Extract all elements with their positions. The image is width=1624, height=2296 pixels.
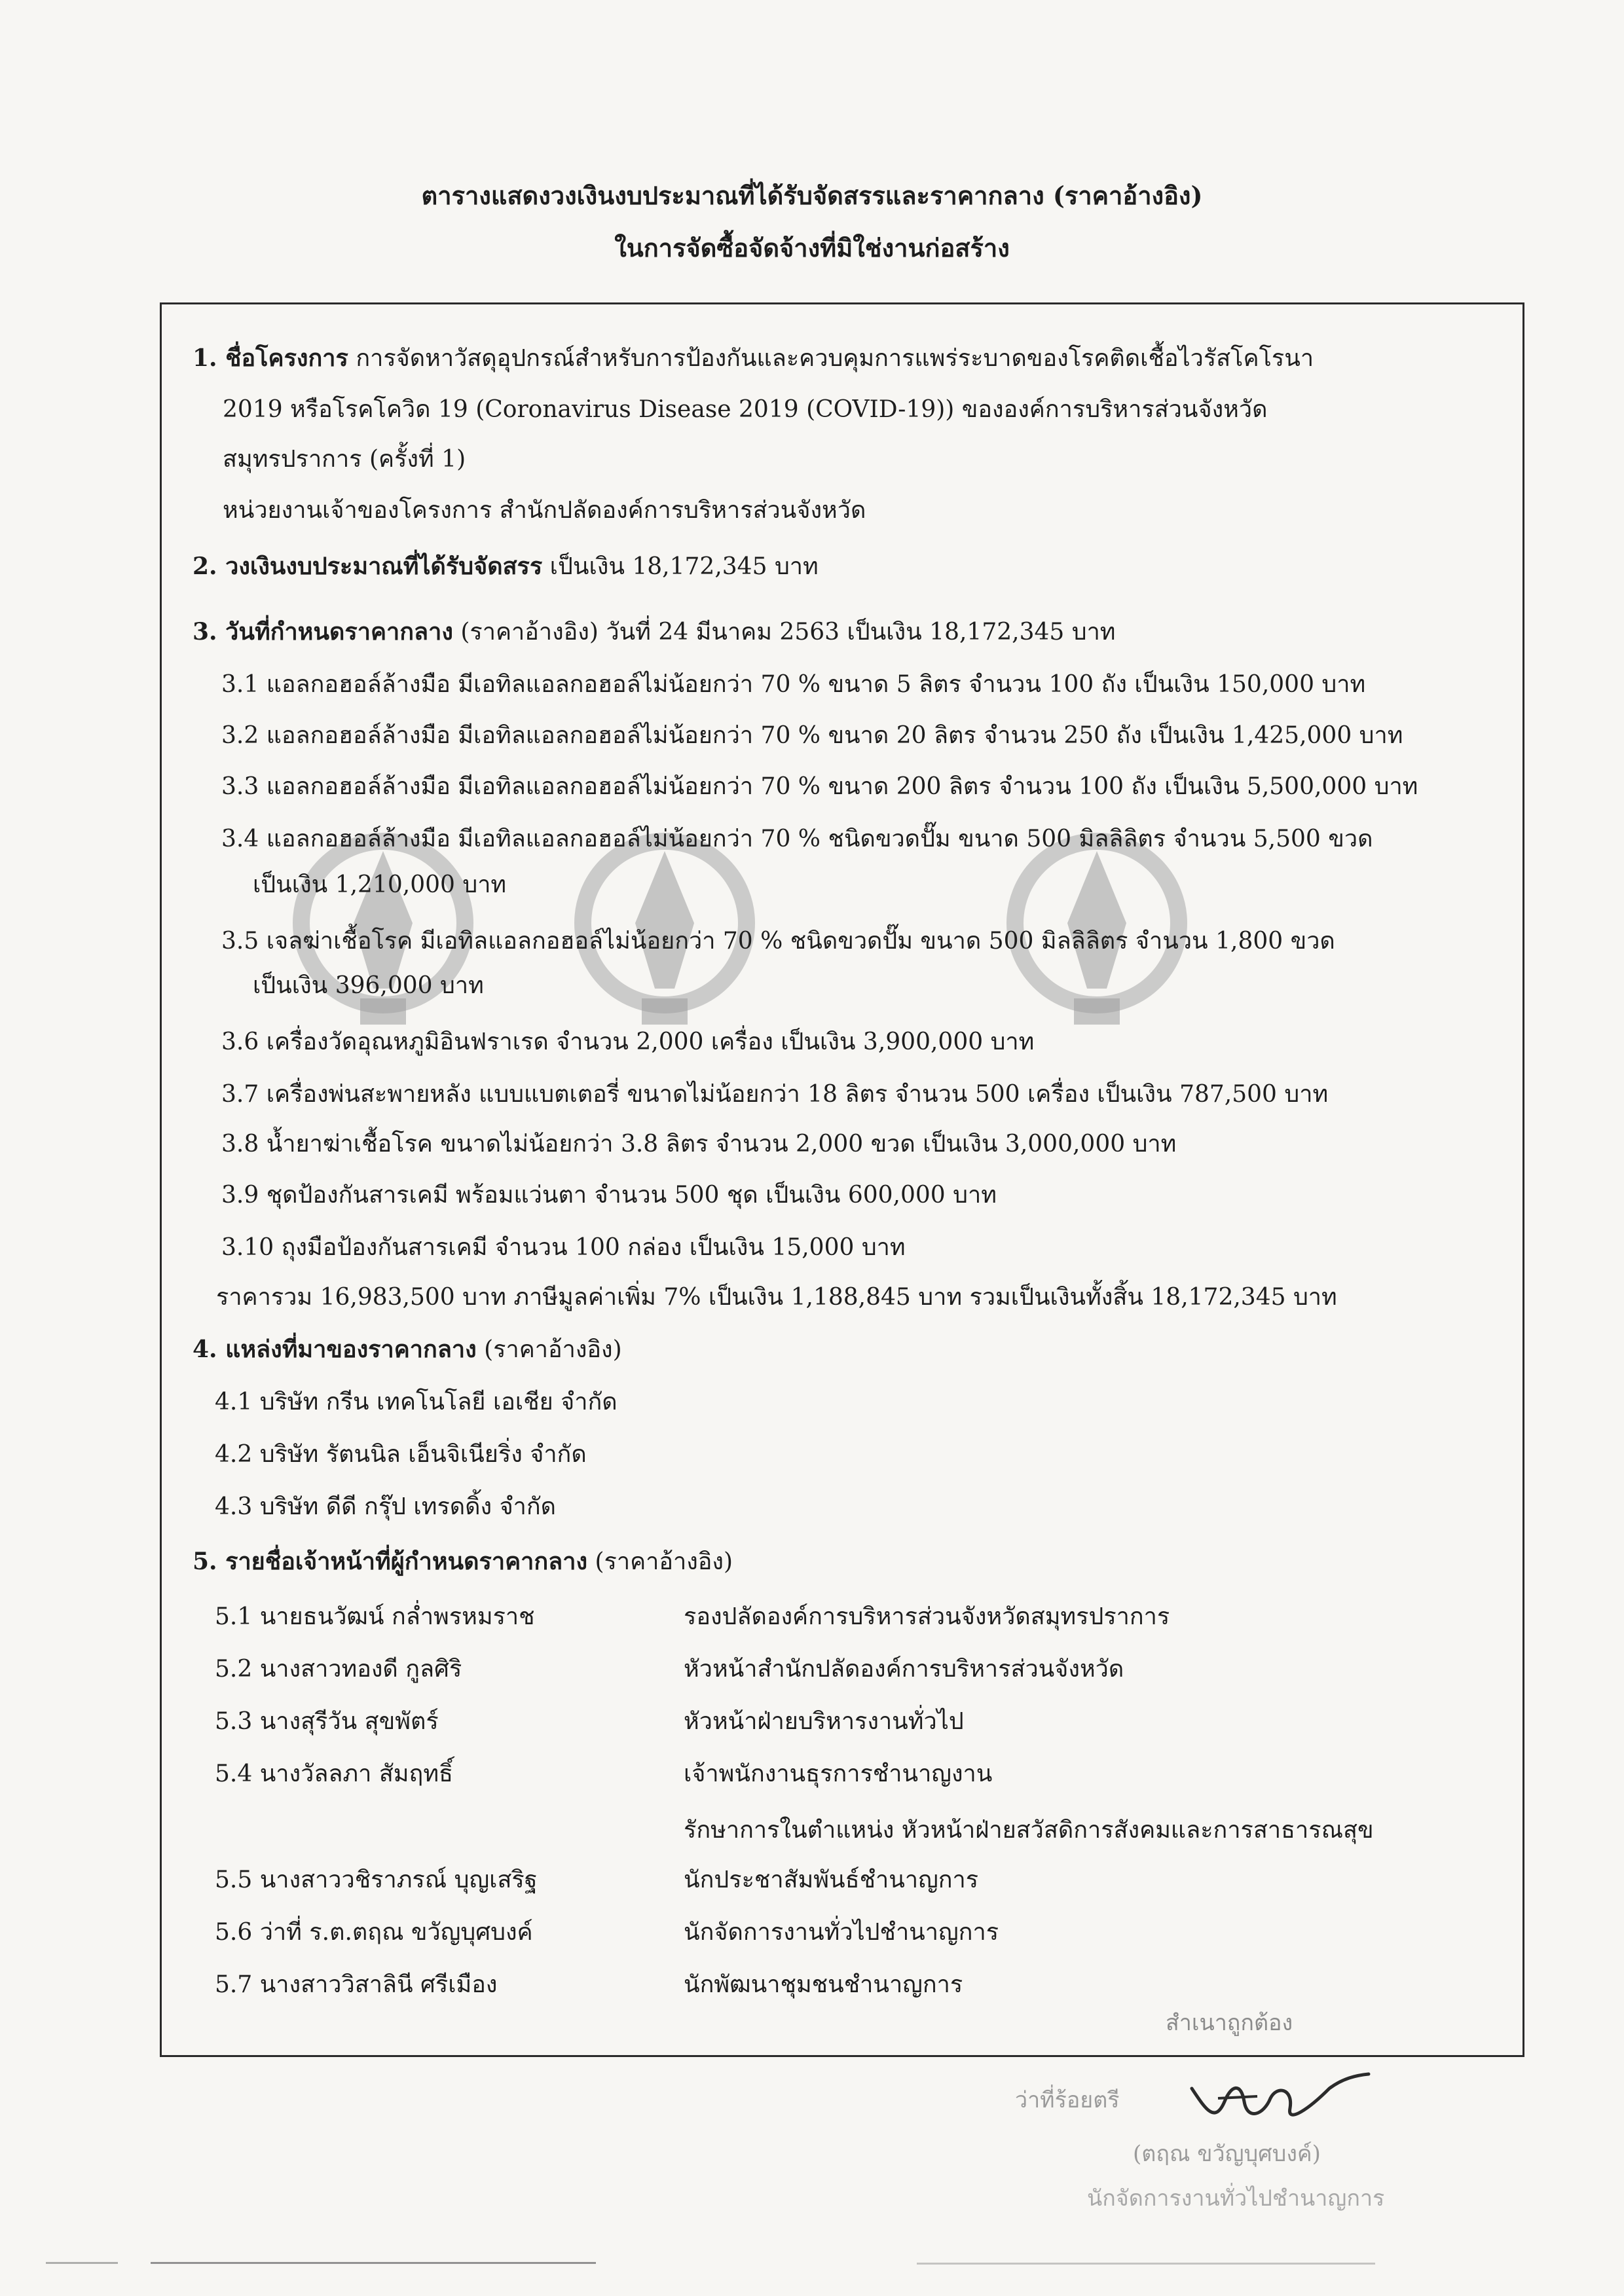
- section-2-line: [193, 547, 819, 585]
- item-3-5-amount: เป็นเงิน 396,000 บาท: [253, 972, 484, 999]
- item-3-4: 3.4 แอลกอฮอล์ล้างมือ มีเอทิลแอลกอฮอล์ไม่น้อยกว่า 70 % ชนิดขวดปั๊ม ขนาด 500 มิลลิลิตร จำนวน 5,500 ขวด: [221, 826, 1373, 852]
- section-1-line-2: 2019 หรือโรคโควิด 19 (Coronavirus Disease 2019 (COVID-19)) ขององค์การบริหารส่วนจังหวัด: [223, 396, 1268, 423]
- item-3-9: 3.9 ชุดป้องกันสารเคมี พร้อมแว่นตา จำนวน 500 ชุด เป็นเงิน 600,000 บาท: [221, 1182, 997, 1209]
- document-title: ตารางแสดงวงเงินงบประมาณที่ได้รับจัดสรรและราคากลาง (ราคาอ้างอิง): [421, 181, 1203, 210]
- price-total: ราคารวม 16,983,500 บาท ภาษีมูลค่าเพิ่ม 7% เป็นเงิน 1,188,845 บาท รวมเป็นเงินทั้งสิ้น 18,172,345 บาท: [216, 1284, 1337, 1311]
- official-name-5-3: 5.3 นางสุรีวัน สุขพัตร์: [215, 1708, 439, 1735]
- item-3-1: 3.1 แอลกอฮอล์ล้างมือ มีเอทิลแอลกอฮอล์ไม่น้อยกว่า 70 % ขนาด 5 ลิตร จำนวน 100 ถัง เป็นเงิน 150,000 บาท: [221, 671, 1366, 698]
- official-name-5-4: 5.4 นางวัลลภา สัมฤทธิ์: [215, 1760, 454, 1787]
- scan-artifact: [46, 2262, 118, 2264]
- item-3-10: 3.10 ถุงมือป้องกันสารเคมี จำนวน 100 กล่อง เป็นเงิน 15,000 บาท: [221, 1234, 906, 1261]
- item-3-4-amount: เป็นเงิน 1,210,000 บาท: [253, 871, 507, 898]
- item-3-5: 3.5 เจลฆ่าเชื้อโรค มีเอทิลแอลกอฮอล์ไม่น้อยกว่า 70 % ชนิดขวดปั๊ม ขนาด 500 มิลลิลิตร จำนวน 1,800 ขวด: [221, 928, 1335, 955]
- signer-rank: ว่าที่ร้อยตรี: [1015, 2087, 1120, 2113]
- official-position-5-6: นักจัดการงานทั่วไปชำนาญการ: [684, 1919, 999, 1946]
- section-1-line-3: สมุทรปราการ (ครั้งที่ 1): [223, 446, 466, 473]
- official-position-5-2: หัวหน้าสำนักปลัดองค์การบริหารส่วนจังหวัด: [684, 1656, 1124, 1683]
- official-name-5-5: 5.5 นางสาววชิราภรณ์ บุญเสริฐ: [215, 1867, 538, 1893]
- section-2-text: เป็นเงิน 18,172,345 บาท: [549, 553, 819, 580]
- section-1-text: การจัดหาวัสดุอุปกรณ์สำหรับการป้องกันและควบคุมการแพร่ระบาดของโรคติดเชื้อไวรัสโคโรนา: [356, 345, 1314, 372]
- official-position-5-5: นักประชาสัมพันธ์ชำนาญการ: [684, 1867, 979, 1893]
- item-3-8: 3.8 น้ำยาฆ่าเชื้อโรค ขนาดไม่น้อยกว่า 3.8 ลิตร จำนวน 2,000 ขวด เป็นเงิน 3,000,000 บาท: [221, 1131, 1177, 1157]
- section-1-label: 1. ชื่อโครงการ: [193, 344, 348, 372]
- official-name-5-6: 5.6 ว่าที่ ร.ต.ตฤณ ขวัญบุศบงค์: [215, 1919, 533, 1946]
- scan-artifact: [151, 2262, 596, 2264]
- source-4-3: 4.3 บริษัท ดีดี กรุ๊ป เทรดดิ้ง จำกัด: [215, 1493, 557, 1520]
- section-5-text: (ราคาอ้างอิง): [595, 1548, 733, 1575]
- item-3-2: 3.2 แอลกอฮอล์ล้างมือ มีเอทิลแอลกอฮอล์ไม่น้อยกว่า 70 % ขนาด 20 ลิตร จำนวน 250 ถัง เป็นเงิน 1,425,000 บาท: [221, 722, 1403, 749]
- section-3-label: 3. วันที่กำหนดราคากลาง: [193, 618, 453, 646]
- section-3-text: (ราคาอ้างอิง) วันที่ 24 มีนาคม 2563 เป็นเงิน 18,172,345 บาท: [460, 619, 1116, 646]
- official-position-5-7: นักพัฒนาชุมชนชำนาญการ: [684, 1971, 963, 1998]
- document-subtitle: ในการจัดซื้อจัดจ้างที่มิใช่งานก่อสร้าง: [614, 233, 1010, 263]
- official-position-5-4-acting: รักษาการในตำแหน่ง หัวหน้าฝ่ายสวัสดิการสังคมและการสาธารณสุข: [684, 1817, 1374, 1844]
- scan-artifact: [917, 2263, 1375, 2265]
- official-position-5-3: หัวหน้าฝ่ายบริหารงานทั่วไป: [684, 1708, 964, 1735]
- section-3-line: [193, 613, 1116, 650]
- section-5-line: [193, 1542, 733, 1580]
- source-4-1: 4.1 บริษัท กรีน เทคโนโลยี เอเชีย จำกัด: [215, 1389, 618, 1415]
- certified-copy-stamp: สำเนาถูกต้อง: [1166, 2010, 1293, 2036]
- official-position-5-1: รองปลัดองค์การบริหารส่วนจังหวัดสมุทรปราการ: [684, 1603, 1170, 1630]
- signer-position: นักจัดการงานทั่วไปชำนาญการ: [1087, 2185, 1385, 2212]
- section-4-text: (ราคาอ้างอิง): [484, 1336, 622, 1363]
- item-3-7: 3.7 เครื่องพ่นสะพายหลัง แบบแบตเตอรี่ ขนาดไม่น้อยกว่า 18 ลิตร จำนวน 500 เครื่อง เป็นเงิน 787,500 บาท: [221, 1081, 1329, 1108]
- signature-icon: [1179, 2062, 1375, 2134]
- section-4-label: 4. แหล่งที่มาของราคากลาง: [193, 1336, 477, 1363]
- item-3-3: 3.3 แอลกอฮอล์ล้างมือ มีเอทิลแอลกอฮอล์ไม่น้อยกว่า 70 % ขนาด 200 ลิตร จำนวน 100 ถัง เป็นเงิน 5,500,000 บาท: [221, 773, 1418, 800]
- signer-name: (ตฤณ ขวัญบุศบงค์): [1133, 2141, 1321, 2167]
- official-name-5-2: 5.2 นางสาวทองดี กูลศิริ: [215, 1656, 462, 1683]
- item-3-6: 3.6 เครื่องวัดอุณหภูมิอินฟราเรด จำนวน 2,000 เครื่อง เป็นเงิน 3,900,000 บาท: [221, 1029, 1035, 1055]
- project-owner: หน่วยงานเจ้าของโครงการ สำนักปลัดองค์การบริหารส่วนจังหวัด: [223, 497, 866, 524]
- official-position-5-4: เจ้าพนักงานธุรการชำนาญงาน: [684, 1760, 993, 1787]
- section-4-line: [193, 1330, 622, 1368]
- official-name-5-7: 5.7 นางสาววิสาลินี ศรีเมือง: [215, 1971, 498, 1998]
- section-5-label: 5. รายชื่อเจ้าหน้าที่ผู้กำหนดราคากลาง: [193, 1548, 588, 1575]
- section-2-label: 2. วงเงินงบประมาณที่ได้รับจัดสรร: [193, 553, 543, 580]
- section-1-line-1: [193, 339, 1314, 376]
- source-4-2: 4.2 บริษัท รัตนนิล เอ็นจิเนียริ่ง จำกัด: [215, 1441, 587, 1468]
- official-name-5-1: 5.1 นายธนวัฒน์ กล่ำพรหมราช: [215, 1603, 535, 1630]
